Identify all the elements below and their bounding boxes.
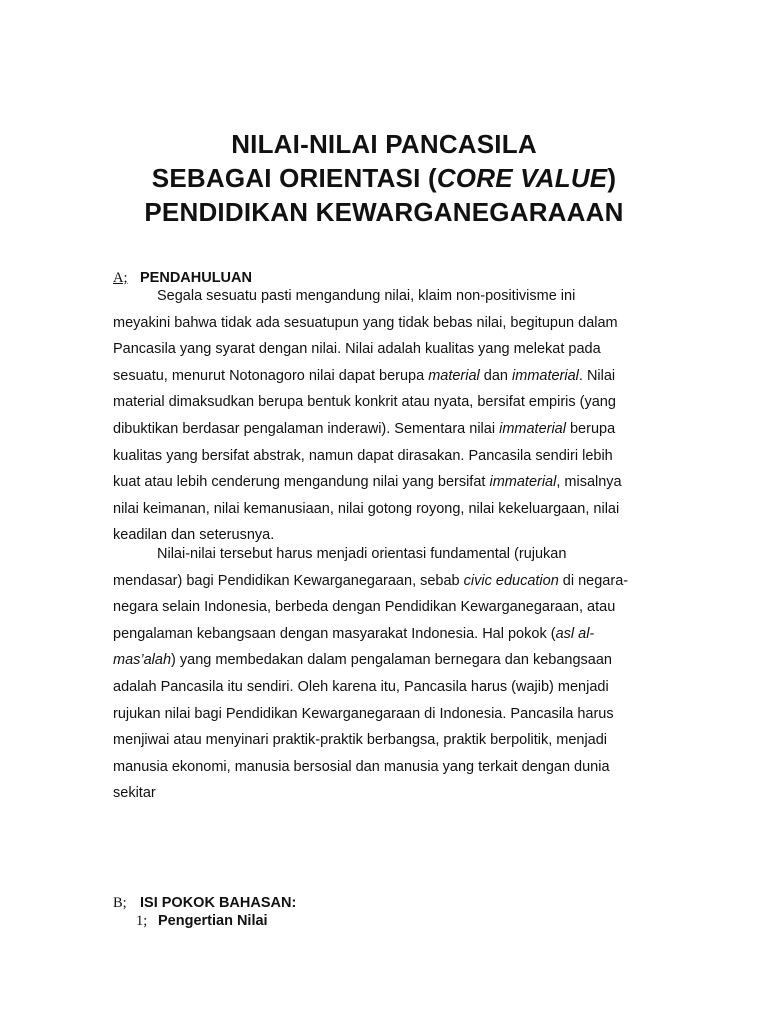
para1-text: dibuktikan berdasar pengalaman inderawi). Sementara nilai — [113, 420, 500, 437]
para1-text: keadilan dan seterusnya. — [113, 527, 275, 544]
para1-text: kuat atau lebih cenderung mengandung nilai yang bersifat — [113, 474, 490, 491]
para1-text: sesuatu, menurut Notonagoro nilai dapat berupa — [113, 367, 429, 384]
para1-text: kualitas yang bersifat abstrak, namun dapat dirasakan. Pancasila sendiri lebih — [113, 447, 613, 464]
para1-text: meyakini bahwa tidak ada sesuatupun yang tidak bebas nilai, begitupun dalam — [113, 314, 618, 331]
section-b-marker: B; — [113, 895, 127, 911]
para1-text: dan — [479, 367, 513, 384]
title-line-1: NILAI-NILAI PANCASILA — [231, 129, 537, 159]
para2-text: ) yang membedakan dalam pengalaman bernegara dan kebangsaan — [171, 652, 612, 669]
para1-emphasis: immaterial — [489, 474, 557, 491]
para1-text: berupa — [565, 420, 616, 437]
para1-text: . Nilai — [578, 367, 616, 384]
para2-text: di negara- — [558, 572, 629, 589]
para2-text: menjiwai atau menyinari praktik-praktik berbangsa, praktik berpolitik, menjadi — [113, 732, 608, 749]
para2-emphasis: mas’alah — [113, 652, 172, 669]
section-b-title: ISI POKOK BAHASAN: — [140, 895, 297, 911]
section-b-heading — [113, 893, 296, 913]
subsection-1-title: Pengertian Nilai — [158, 913, 268, 929]
title-line-2 — [0, 161, 768, 195]
section-a-title: PENDAHULUAN — [140, 270, 252, 286]
para1-emphasis: immaterial — [512, 367, 579, 384]
para1-text: material dimaksudkan berupa bentuk konkrit atau nyata, bersifat empiris (yang — [113, 394, 616, 411]
subsection-1-heading — [136, 911, 268, 931]
para2-text: negara selain Indonesia, berbeda dengan Pendidikan Kewarganegaraan, atau — [113, 599, 616, 616]
para1-text: Segala sesuatu pasti mengandung nilai, klaim non-positivisme ini — [157, 288, 576, 304]
section-a-marker: A; — [113, 270, 128, 286]
para2-text: mendasar) bagi Pendidikan Kewarganegaraan, sebab — [113, 572, 464, 589]
para1-emphasis: immaterial — [499, 420, 566, 437]
para1-text: Pancasila yang syarat dengan nilai. Nilai adalah kualitas yang melekat pada — [113, 341, 601, 358]
para2-emphasis: asl al- — [555, 625, 595, 642]
subsection-1-marker: 1; — [136, 913, 148, 929]
para2-text: sekitar — [113, 785, 156, 802]
para2-text: adalah Pancasila itu sendiri. Oleh karena itu, Pancasila harus (wajib) menjadi — [113, 678, 609, 695]
paragraph-1 — [113, 283, 665, 549]
para2-text: pengalaman kebangsaan dengan masyarakat Indonesia. Hal pokok ( — [113, 625, 556, 642]
para1-text: nilai keimanan, nilai kemanusiaan, nilai gotong royong, nilai kekeluargaan, nilai — [113, 500, 620, 517]
para2-text: Nilai-nilai tersebut harus menjadi orientasi fundamental (rujukan — [157, 546, 567, 562]
paragraph-2 — [113, 541, 665, 807]
title-line-2-em: CORE VALUE — [436, 163, 608, 193]
title-line-3: PENDIDIKAN KEWARGANEGARAAAN — [144, 197, 624, 227]
title-line-2-post: ) — [607, 163, 617, 193]
para2-text: manusia ekonomi, manusia bersosial dan manusia yang terkait dengan dunia — [113, 758, 610, 775]
para1-text: , misalnya — [556, 474, 622, 491]
para2-emphasis: civic education — [463, 572, 559, 589]
title-line-2-pre: SEBAGAI ORIENTASI ( — [151, 163, 437, 193]
para2-text: rujukan nilai bagi Pendidikan Kewarganegaraan di Indonesia. Pancasila harus — [113, 705, 614, 722]
para1-emphasis: material — [428, 367, 480, 384]
